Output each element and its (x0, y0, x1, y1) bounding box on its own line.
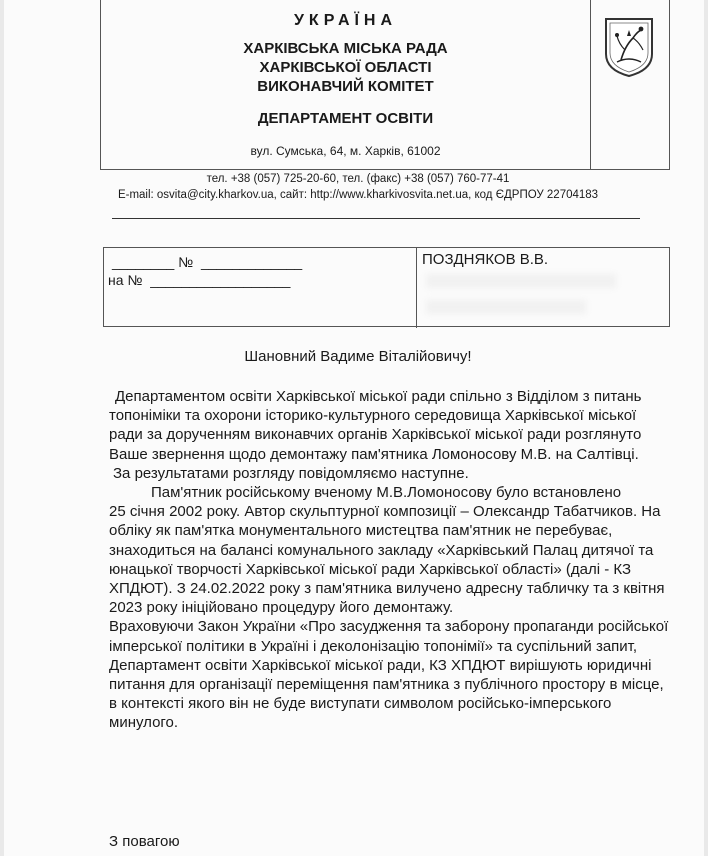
outgoing-number-line: ________ № _____________ (112, 254, 303, 270)
paragraph-3-line-2: 25 січня 2002 року. Автор скульптурної композиції – Олександр Табатчиков. На обліку як пам'ятка монументального мистецтва пам'ятник не перебуває, знаходиться на балансі комунального закладу «Харківський Палац дитячої та юнацької творчості Харківської міської ради Харківської області» (далі - КЗ ХПДЮТ). З 24.02.2022 року з пам'ятника вилучено адресну табличку та з квітня 2023 року ініційовано процедуру його демонтажу. (109, 503, 665, 617)
registration-box (103, 247, 670, 327)
letterhead-rule (112, 218, 640, 219)
paragraph-4: Враховуючи Закон України «Про засудження та заборону пропаганди російської імперської політики в Україні і деколонізацію топонімії» та суспільний запит, Департамент освіти Харківської міської ради, КЗ ХПДЮТ вирішують юридичні питання для організації переміщення пам'ятника з публічного простору в місце, в контексті якого він не буде виступати символом російсько-імперського минулого. (109, 618, 669, 732)
contacts-email-site: E-mail: osvita@city.kharkov.ua, сайт: http://www.kharkivosvita.net.ua, код ЄДРПОУ 22704183 (117, 189, 599, 201)
paragraph-2: За результатами розгляду повідомляємо наступне. (113, 464, 469, 482)
letterhead (100, 0, 670, 170)
document-page (4, 0, 704, 856)
country-name: УКРАЇНА (293, 12, 398, 29)
contacts-phone: тел. +38 (057) 725-20-60, тел. (факс) +38 (057) 760-77-41 (206, 173, 510, 185)
signoff: З повагою (109, 833, 180, 850)
paragraph-1: Департаментом освіти Харківської міської ради спільно з Відділом з питань топоніміки та охорони історико-культурного середовища Харківської міської ради за дорученням виконавчих органів Харківської міської ради розглянуто Ваше звернення щодо демонтажу пам'ятника Ломоносову М.В. на Салтівці. (109, 388, 642, 463)
letterhead-divider (590, 0, 591, 170)
council-name-line-2: ХАРКІВСЬКОЇ ОБЛАСТІ (259, 59, 432, 76)
letter-body (109, 387, 669, 733)
department-address: вул. Сумська, 64, м. Харків, 61002 (250, 144, 441, 158)
redacted-address-line-2 (426, 300, 586, 314)
recipient-name: ПОЗДНЯКОВ В.В. (422, 251, 549, 268)
redacted-address-line-1 (426, 274, 616, 288)
council-name-line-3: ВИКОНАВЧИЙ КОМІТЕТ (257, 78, 434, 95)
reply-to-number-line: на № __________________ (108, 272, 291, 288)
registration-divider (416, 248, 417, 328)
department-name: ДЕПАРТАМЕНТ ОСВІТИ (257, 110, 434, 127)
kharkiv-coat-of-arms-icon (603, 16, 655, 78)
greeting: Шановний Вадиме Віталійовичу! (244, 348, 472, 365)
council-name-line-1: ХАРКІВСЬКА МІСЬКА РАДА (243, 40, 448, 57)
paragraph-3-line-1: Пам'ятник російському вченому М.В.Ломоносову було встановлено (151, 484, 622, 502)
